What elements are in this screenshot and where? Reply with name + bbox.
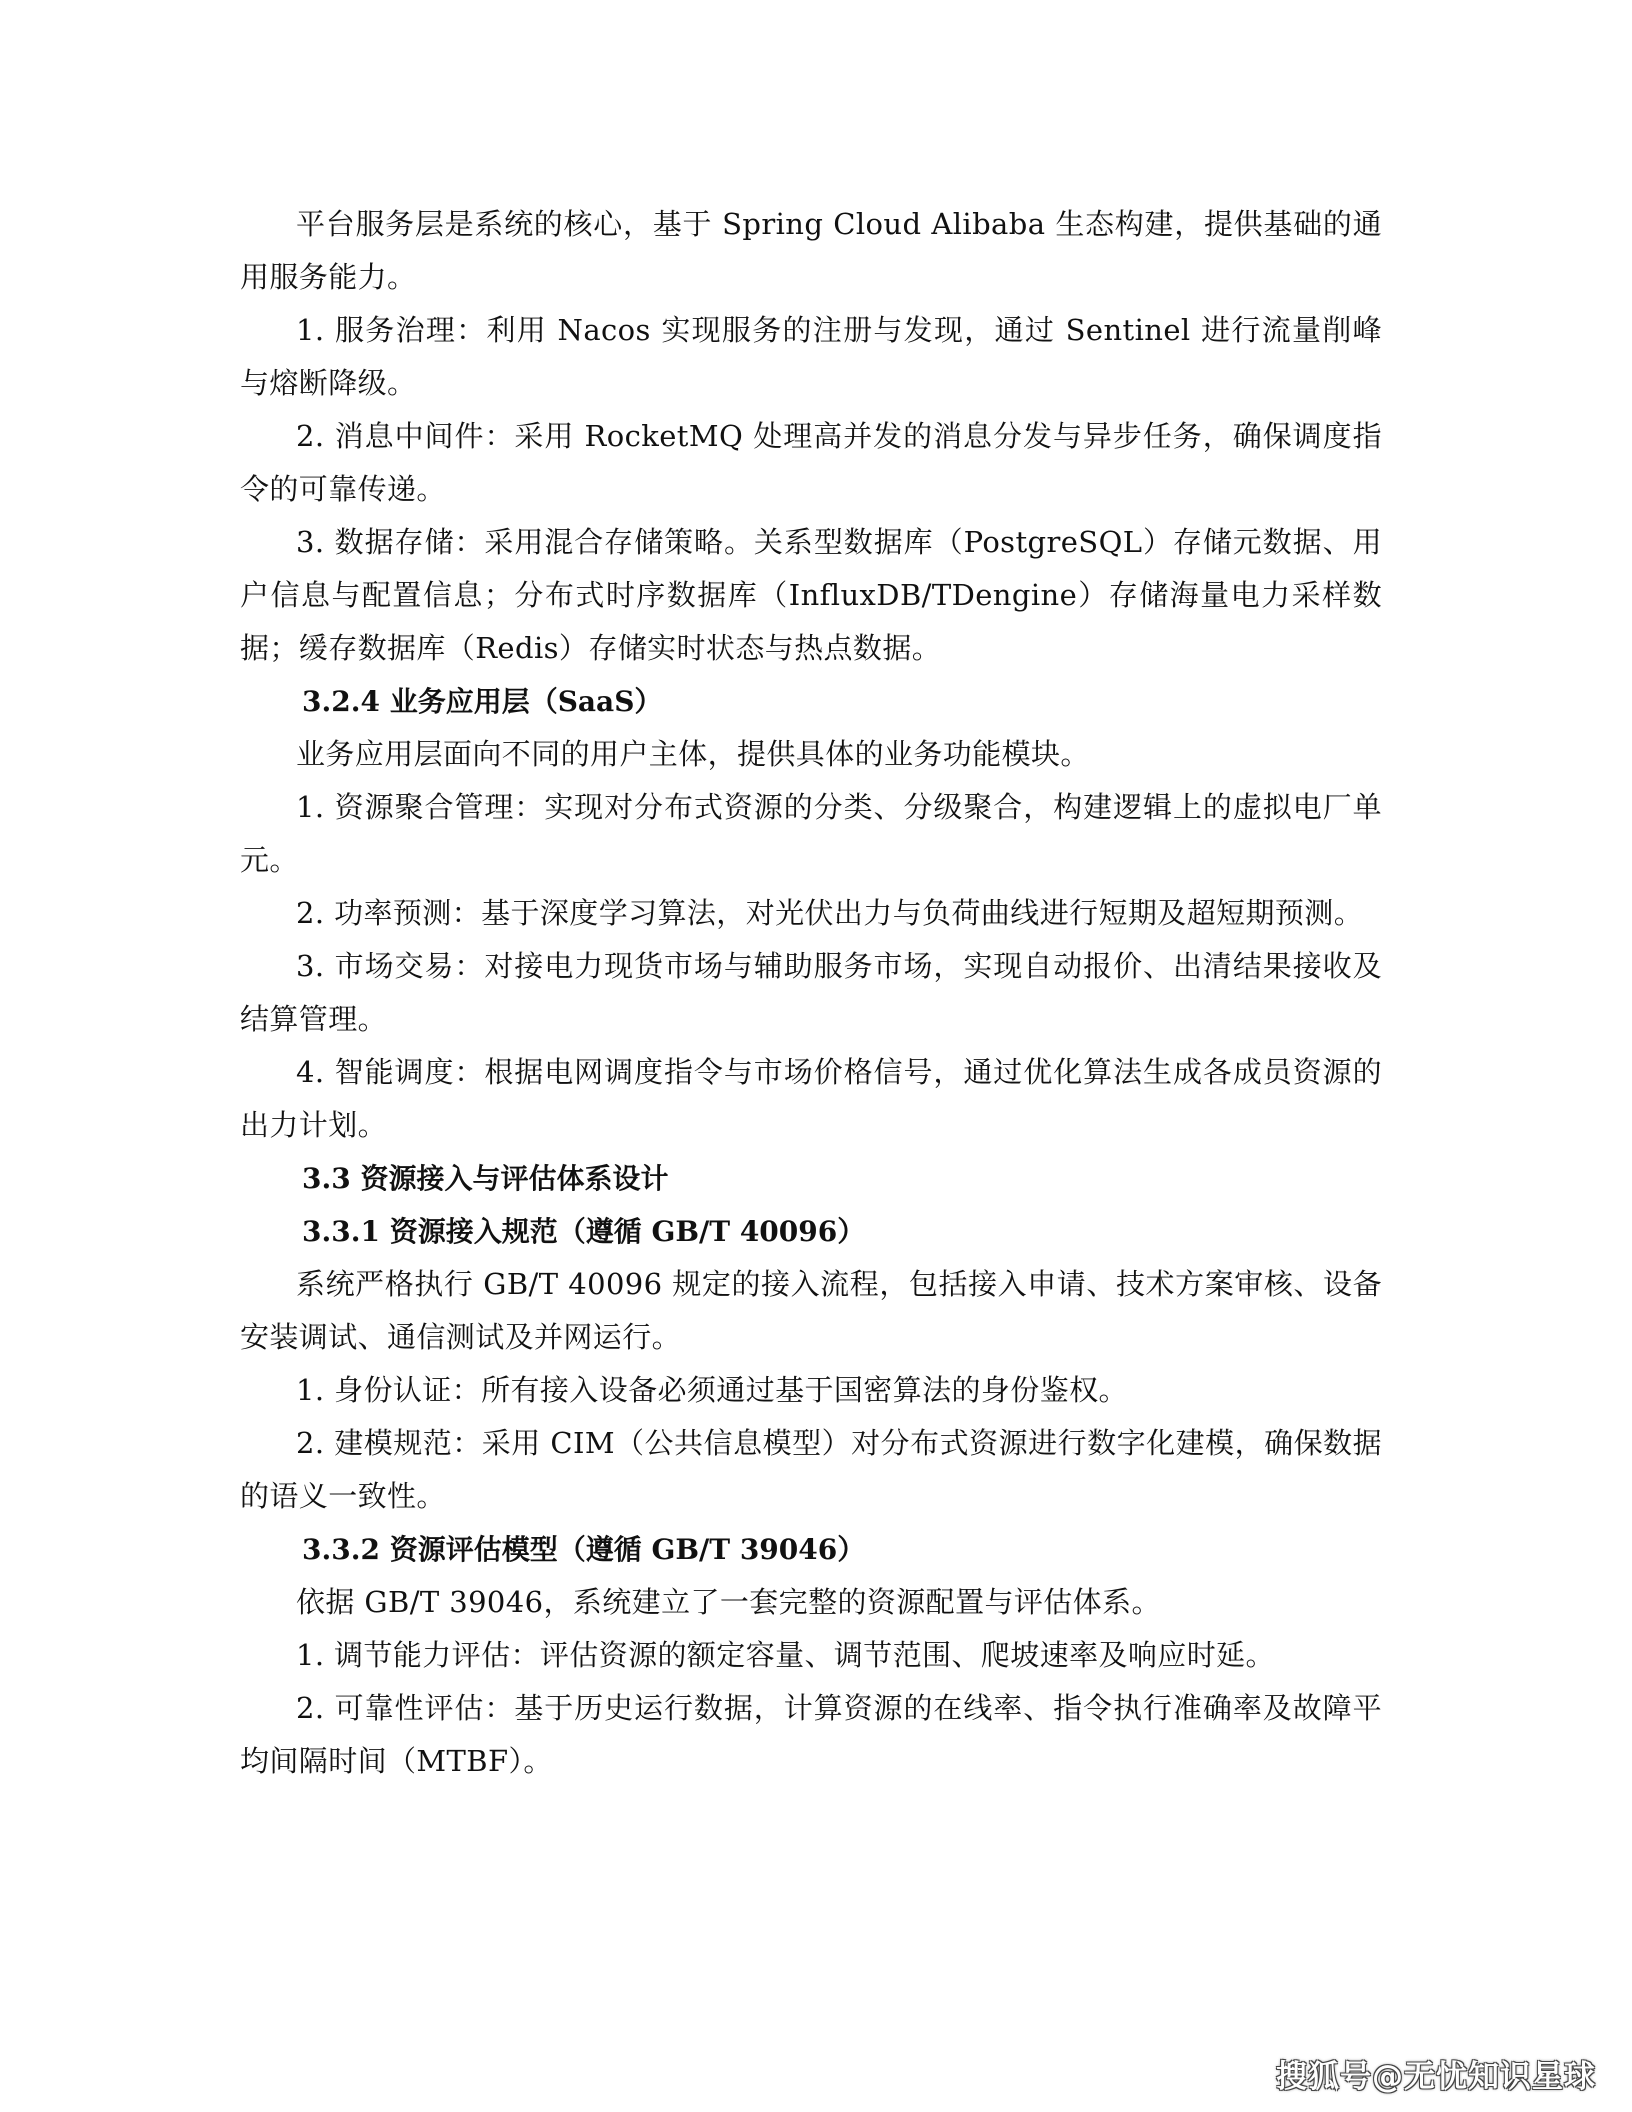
paragraph-market-trading: 3. 市场交易：对接电力现货市场与辅助服务市场，实现自动报价、出清结果接收及结算管理。: [240, 949, 1382, 1036]
paragraph-modeling-spec: 2. 建模规范：采用 CIM（公共信息模型）对分布式资源进行数字化建模，确保数据的语义一致性。: [240, 1426, 1382, 1513]
paragraph-smart-dispatch: 4. 智能调度：根据电网调度指令与市场价格信号，通过优化算法生成各成员资源的出力计划。: [240, 1055, 1382, 1142]
heading-3-3-1: 3.3.1 资源接入规范（遵循 GB/T 40096）: [302, 1215, 866, 1248]
paragraph-power-forecast: 2. 功率预测：基于深度学习算法，对光伏出力与负荷曲线进行短期及超短期预测。: [296, 896, 1364, 930]
watermark: 搜狐号@无忧知识星球: [1276, 2059, 1596, 2095]
paragraph-service-governance: 1. 服务治理：利用 Nacos 实现服务的注册与发现，通过 Sentinel 进行流量削峰与熔断降级。: [240, 313, 1382, 400]
paragraph-evaluation-intro: 依据 GB/T 39046，系统建立了一套完整的资源配置与评估体系。: [296, 1585, 1161, 1619]
paragraph-resource-aggregation: 1. 资源聚合管理：实现对分布式资源的分类、分级聚合，构建逻辑上的虚拟电厂单元。: [240, 790, 1382, 877]
paragraph-identity-auth: 1. 身份认证：所有接入设备必须通过基于国密算法的身份鉴权。: [296, 1373, 1128, 1407]
paragraph-access-process: 系统严格执行 GB/T 40096 规定的接入流程，包括接入申请、技术方案审核、设备安装调试、通信测试及并网运行。: [240, 1267, 1382, 1354]
paragraph-saas-intro: 业务应用层面向不同的用户主体，提供具体的业务功能模块。: [296, 737, 1090, 771]
paragraph-message-middleware: 2. 消息中间件：采用 RocketMQ 处理高并发的消息分发与异步任务，确保调度指令的可靠传递。: [240, 419, 1382, 506]
paragraph-data-storage: 3. 数据存储：采用混合存储策略。关系型数据库（PostgreSQL）存储元数据、用户信息与配置信息；分布式时序数据库（InfluxDB/TDengine）存储海量电力采样数据；缓存数据库（Redis）存储实时状态与热点数据。: [240, 525, 1382, 665]
document-body: [240, 198, 1382, 1788]
paragraph-regulation-capacity: 1. 调节能力评估：评估资源的额定容量、调节范围、爬坡速率及响应时延。: [296, 1638, 1275, 1672]
heading-3-3: 3.3 资源接入与评估体系设计: [302, 1162, 669, 1195]
heading-3-3-2: 3.3.2 资源评估模型（遵循 GB/T 39046）: [302, 1533, 866, 1566]
heading-3-2-4: 3.2.4 业务应用层（SaaS）: [302, 685, 663, 718]
paragraph-platform-intro: 平台服务层是系统的核心，基于 Spring Cloud Alibaba 生态构建，提供基础的通用服务能力。: [240, 207, 1382, 294]
paragraph-reliability: 2. 可靠性评估：基于历史运行数据，计算资源的在线率、指令执行准确率及故障平均间隔时间（MTBF）。: [240, 1691, 1382, 1778]
